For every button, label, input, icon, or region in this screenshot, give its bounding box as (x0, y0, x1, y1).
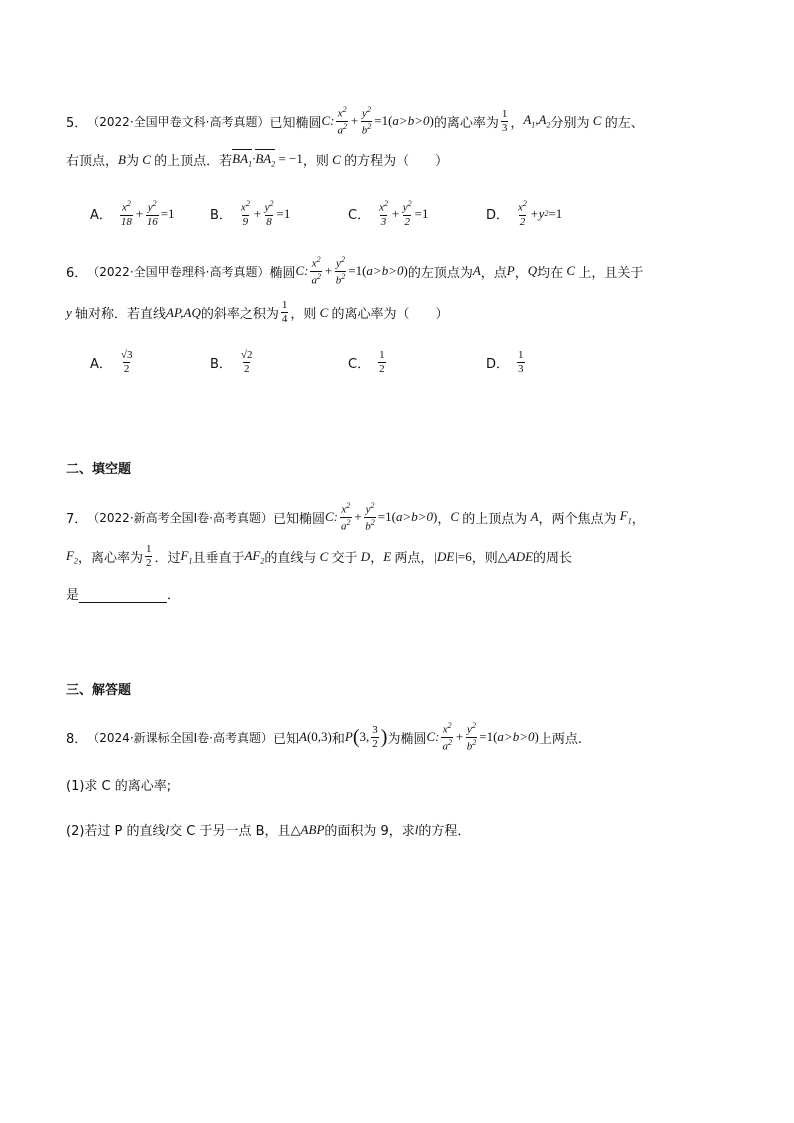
q6-ellipse-eq: C: $\frac{x^2}{a^2}$ + $\frac{y^2}{b^2}$ =1( a>b>0 ) (295, 255, 408, 287)
q7-text: ，离心率为 (77, 551, 143, 566)
q7-text: 两点， (394, 551, 434, 566)
q8-text: 和 (331, 731, 345, 747)
q5-text: 的上顶点．若 (154, 154, 233, 169)
q5-number: 5． (66, 115, 88, 131)
q7-source: （2022·新高考全国Ⅰ卷·高考真题） (87, 510, 273, 525)
q8-text: 的面积为 9，求 (324, 824, 415, 839)
q8-text: 上两点. (538, 731, 582, 747)
option-label: C． (348, 357, 371, 372)
q7-text: 是 (66, 588, 80, 603)
q5-points: $A_1,A_2$ (523, 112, 551, 130)
q6-option-b[interactable]: B． $\frac{√2}{2}$ (210, 349, 253, 375)
q6-source: （2022·全国甲卷理科·高考真题） (87, 264, 270, 279)
q8-part1: (1)求 C 的离心率; (66, 779, 172, 794)
q5-fraction: $\frac{1}{3}$ (501, 107, 508, 134)
option-label: A． (90, 208, 112, 224)
answer-blank[interactable] (79, 590, 167, 603)
q6-text: 椭圆 (269, 265, 296, 281)
q7-text: 的直线与 (264, 551, 317, 566)
q6-line2: y 轴对称．若直线 AP,AQ 的斜率之积为 $\frac{1}{4}$ ，则 C 的离心率为（ ） (66, 299, 449, 325)
q5-vector-eq: $BA_1\cdot BA_2 = -1$ (232, 150, 303, 169)
q5-text: 已知椭圆 (269, 115, 322, 131)
q7-text: ，两个焦点为 (538, 511, 617, 527)
q5-option-c[interactable]: C． $\frac{x^2}{3}$ + $\frac{y^2}{2}$ =1 (348, 199, 429, 228)
q7-number: 7． (66, 511, 88, 527)
q5-option-b[interactable]: B． $\frac{x^2}{9}$ + $\frac{y^2}{8}$ =1 (210, 199, 291, 228)
option-label: D． (486, 208, 510, 224)
q8-text: (2)若过 P 的直线 (66, 824, 166, 839)
q7-text: 的上顶点为 (462, 511, 528, 527)
section-heading-fill-in: 二、填空题 (66, 462, 132, 477)
q5-line2: 右顶点， B 为 C 的上顶点．若 $BA_1\cdot BA_2 = -1$ ，则 C 的方程为（ ） (66, 150, 449, 169)
option-label: D． (486, 357, 510, 372)
q6-option-a[interactable]: A． $\frac{√3}{2}$ (90, 349, 133, 375)
option-label: C． (348, 208, 371, 224)
q7-ellipse-eq: C: $\frac{x^2}{a^2}$ + $\frac{y^2}{b^2}$ =1( a>b>0 ) (325, 501, 438, 533)
q7-line1: 7． （2022·新高考全国Ⅰ卷·高考真题） 已知椭圆 C: $\frac{x^2}{a^2}$ + $\frac{y^2}{b^2}$ =1( a>b>0 ) ， C 的上顶点为 A ，两个焦点为 $F_1$ ， (66, 501, 645, 533)
q8-text: 的方程． (418, 824, 471, 839)
q5-text: 右顶点， (66, 154, 119, 169)
option-label: B． (210, 208, 232, 224)
q7-text: 且垂直于 (192, 551, 245, 566)
q7-text: ．过 (154, 551, 181, 566)
q6-text: 轴对称．若直线 (75, 307, 167, 322)
q5-text: 的离心率为 (433, 115, 499, 131)
q5-ellipse-eq: C: $\frac{x^2}{a^2}$ + $\frac{y^2}{b^2}$ =1( a>b>0 ) (321, 105, 434, 137)
q8-line1: 8． （2024·新课标全国Ⅰ卷·高考真题） 已知 A (0,3) 和 P ( 3, $\frac{3}{2}$ ) 为椭圆 C: $\frac{x^2}{a^2}$ + $\frac{y^2}{b^2}$ =1( a>b>0 ) 上两点. (66, 721, 582, 753)
q6-number: 6． (66, 265, 88, 281)
q6-text: 的离心率为（ ） (331, 307, 449, 322)
q6-fraction: $\frac{1}{4}$ (281, 299, 288, 325)
q5-text: 为 (125, 154, 139, 169)
q5-option-a[interactable]: A． $\frac{x^2}{18}$ + $\frac{y^2}{16}$ =1 (90, 199, 175, 228)
q6-line1: 6． （2022·全国甲卷理科·高考真题） 椭圆 C: $\frac{x^2}{a^2}$ + $\frac{y^2}{b^2}$ =1( a>b>0 ) 的左顶点为 A ，点 P ， Q 均在 C 上，且关于 (66, 255, 644, 287)
q8-text: 交 C 于另一点 B，且 (169, 824, 291, 839)
q6-option-c[interactable]: C． $\frac{1}{2}$ (348, 349, 385, 375)
q5-source: （2022·全国甲卷文科·高考真题） (87, 114, 270, 129)
q8-part2: (2)若过 P 的直线 l 交 C 于另一点 B，且 △ABP 的面积为 9，求 l 的方程． (66, 821, 471, 839)
q8-source: （2024·新课标全国Ⅰ卷·高考真题） (87, 730, 273, 745)
q7-text: ， (437, 511, 451, 527)
q5-option-d[interactable]: D． $\frac{x^2}{2}$ +y 2 =1 (486, 199, 563, 228)
q6-option-d[interactable]: D． $\frac{1}{3}$ (486, 349, 524, 375)
q6-text: ，点 (480, 265, 507, 281)
q7-text: 已知椭圆 (273, 511, 326, 527)
q5-text: 分别为 (550, 115, 590, 131)
option-label: B． (210, 357, 232, 372)
q6-text: 的斜率之积为 (200, 307, 279, 322)
q8-ellipse-eq: C: $\frac{x^2}{a^2}$ + $\frac{y^2}{b^2}$ =1( a>b>0 ) (426, 721, 539, 753)
q6-text: 的左顶点为 (407, 265, 473, 281)
q7-text: 的周长 (533, 551, 573, 566)
q7-text: ． (167, 588, 181, 603)
q7-line3 (66, 584, 180, 603)
q5-text: 的方程为（ ） (344, 154, 449, 169)
q8-text: 为椭圆 (387, 731, 427, 747)
q7-text: ，则 (471, 551, 498, 566)
q5-text: 的左、 (604, 115, 644, 131)
section-heading-solutions: 三、解答题 (66, 683, 132, 698)
option-label: A． (90, 357, 112, 372)
q5-line1: 5． （2022·全国甲卷文科·高考真题） 已知椭圆 C: $\frac{x^2}{a^2}$ + $\frac{y^2}{b^2}$ =1( a>b>0 ) 的离心率为 $\frac{1}{3}$ ， $A_1,A_2$ 分别为 C 的左、 (66, 105, 644, 137)
q6-text: 均在 (537, 265, 564, 281)
q7-line2: $F_2$ ，离心率为 $\frac{1}{2}$ ．过 $F_1$ 且垂直于 $AF_2$ 的直线与 C 交于 D ， E 两点， |DE| =6 ，则 △ADE 的周长 (66, 543, 573, 569)
q6-text: 上，且关于 (578, 265, 644, 281)
q5-text: ，则 (302, 154, 329, 169)
q7-fraction: $\frac{1}{2}$ (145, 543, 152, 569)
q8-text: 已知 (273, 731, 300, 747)
q7-text: 交于 (331, 551, 358, 566)
q8-number: 8． (66, 731, 88, 747)
q6-text: ，则 (290, 307, 317, 322)
